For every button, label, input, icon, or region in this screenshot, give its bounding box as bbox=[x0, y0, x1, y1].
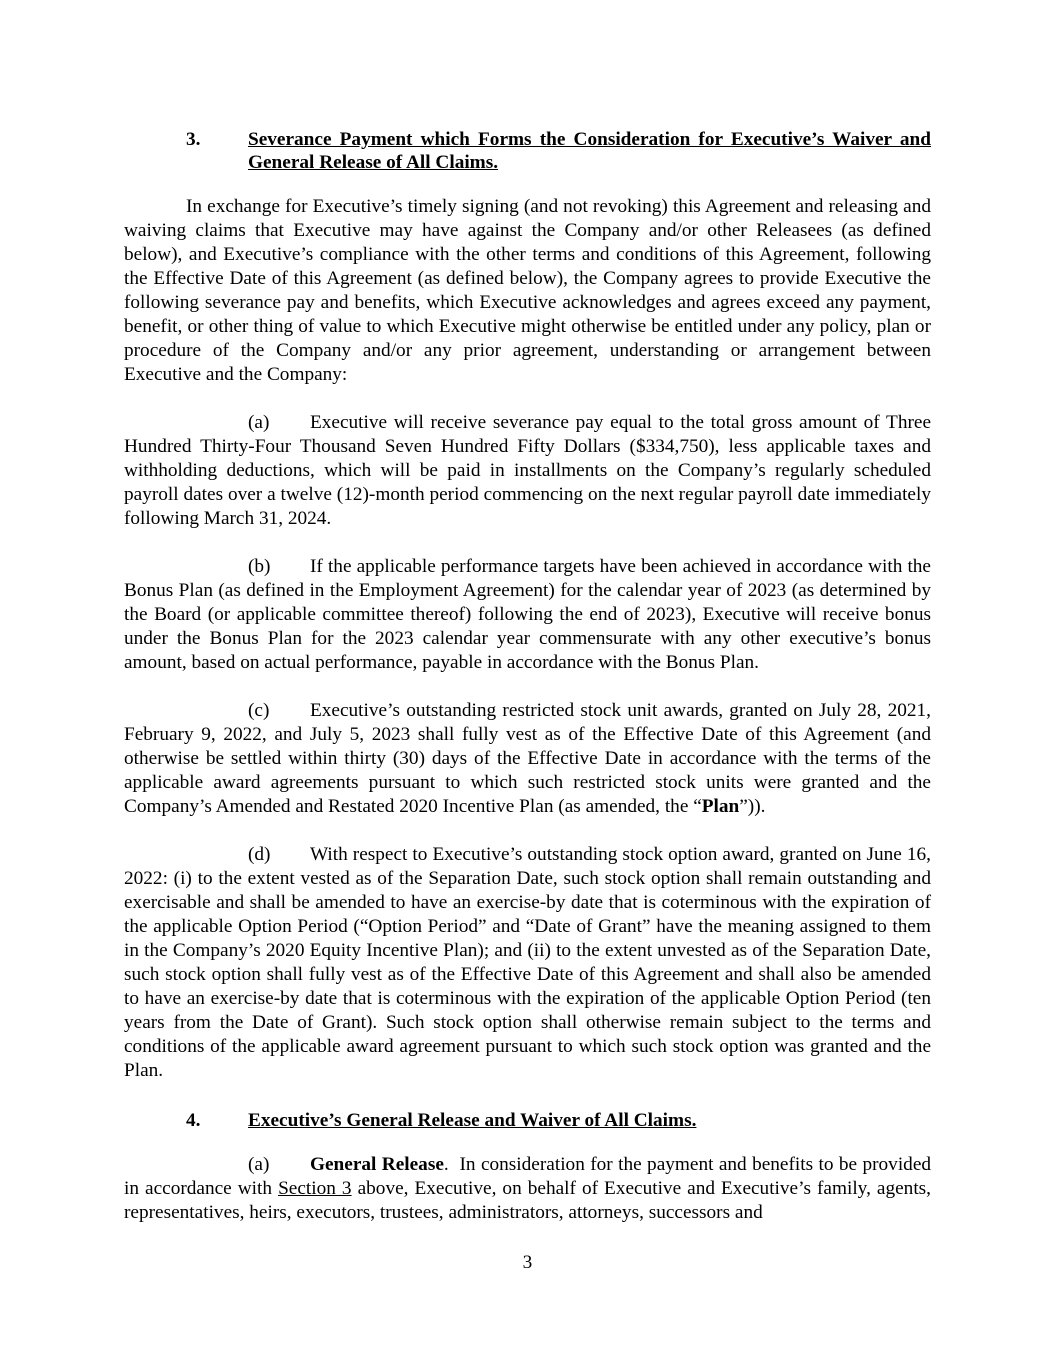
section-3-heading bbox=[124, 128, 931, 174]
section-4-heading bbox=[124, 1109, 931, 1132]
section-3-number: 3. bbox=[186, 129, 201, 150]
page-number: 3 bbox=[522, 1252, 533, 1273]
item-label: (b) bbox=[248, 556, 271, 577]
section-4-number: 4. bbox=[186, 1110, 201, 1131]
item-text: Executive will receive severance pay equal to the total gross amount of Three Hundred Thirty-Four Thousand Seven Hundred Fifty Dollars ($334,750), less applicable taxes and withholding deductions, which will be paid in installments on the Company’s regularly scheduled payroll dates over a twelve (12)-month period commencing on the next regular payroll date immediately following March 31, 2024. bbox=[124, 412, 931, 529]
section-3-item-a bbox=[124, 411, 931, 531]
item-text: If the applicable performance targets have been achieved in accordance with the Bonus Plan (as defined in the Employment Agreement) for the calendar year of 2023 (as determined by the Board (or applicable committee thereof) following the end of 2023), Executive will receive bonus under the Bonus Plan for the 2023 calendar year commensurate with any other executive’s bonus amount, based on actual performance, payable in accordance with the Bonus Plan. bbox=[124, 556, 931, 673]
section-4-title: Executive’s General Release and Waiver of All Claims. bbox=[248, 1110, 697, 1131]
heading-punct: . bbox=[443, 1154, 449, 1175]
item-text: In consideration for the payment and benefits to be provided in accordance with bbox=[124, 1154, 932, 1199]
item-text: With respect to Executive’s outstanding stock option award, granted on June 16, 2022: (i) to the extent vested as of the Separation Date, such stock option shall remain outstanding and exercisable and shall be amended to have an exercise-by date that is coterminous with the expiration of the applicable Option Period (“Option Period” and “Date of Grant” have the meaning assigned to them in the Company’s 2020 Equity Incentive Plan); and (ii) to the extent unvested as of the Separation Date, such stock option shall fully vest as of the Effective Date of this Agreement and shall also be amended to have an exercise-by date that is coterminous with the expiration of the applicable Option Period (ten years from the Date of Grant). Such stock option shall otherwise remain subject to the terms and conditions of the applicable award agreement pursuant to which such stock option was granted and the Plan. bbox=[124, 844, 931, 1081]
section-3-item-b bbox=[124, 555, 931, 675]
general-release-heading: General Release bbox=[310, 1154, 444, 1175]
section-3-title: Severance Payment which Forms the Consideration for Executive’s Waiver and General Release of All Claims. bbox=[248, 129, 931, 173]
section-4-item-a bbox=[124, 1153, 931, 1225]
section-3-reference-link[interactable]: Section 3 bbox=[278, 1178, 352, 1199]
section-3-item-d bbox=[124, 843, 931, 1083]
defined-term-plan: Plan bbox=[701, 796, 740, 817]
item-text-end: ”)). bbox=[739, 796, 766, 817]
section-3-item-c bbox=[124, 699, 931, 819]
item-text: Executive’s outstanding restricted stock unit awards, granted on July 28, 2021, February 9, 2022, and July 5, 2023 shall fully vest as of the Effective Date of this Agreement (and otherwise be settled within thirty (30) days of the Effective Date in accordance with the terms of the applicable award agreements pursuant to which such restricted stock units were granted and the Company’s Amended and Restated 2020 Incentive Plan (as amended, the “ bbox=[124, 700, 931, 817]
item-label: (d) bbox=[248, 844, 271, 865]
item-label: (a) bbox=[248, 1154, 270, 1175]
item-text-end: above, Executive, on behalf of Executive and Executive’s family, agents, representatives, heirs, executors, trustees, administrators, attorneys, successors and bbox=[124, 1178, 932, 1223]
item-label: (a) bbox=[248, 412, 270, 433]
item-label: (c) bbox=[248, 700, 270, 721]
document-page bbox=[124, 124, 931, 1225]
section-3-intro: In exchange for Executive’s timely signing (and not revoking) this Agreement and releasing and waiving claims that Executive may have against the Company and/or other Releasees (as defined below), and Executive’s compliance with the other terms and conditions of this Agreement, following the Effective Date of this Agreement (as defined below), the Company agrees to provide Executive the following severance pay and benefits, which Executive acknowledges and agrees exceed any payment, benefit, or other thing of value to which Executive might otherwise be entitled under any policy, plan or procedure of the Company and/or any prior agreement, understanding or arrangement between Executive and the Company: bbox=[124, 196, 931, 385]
